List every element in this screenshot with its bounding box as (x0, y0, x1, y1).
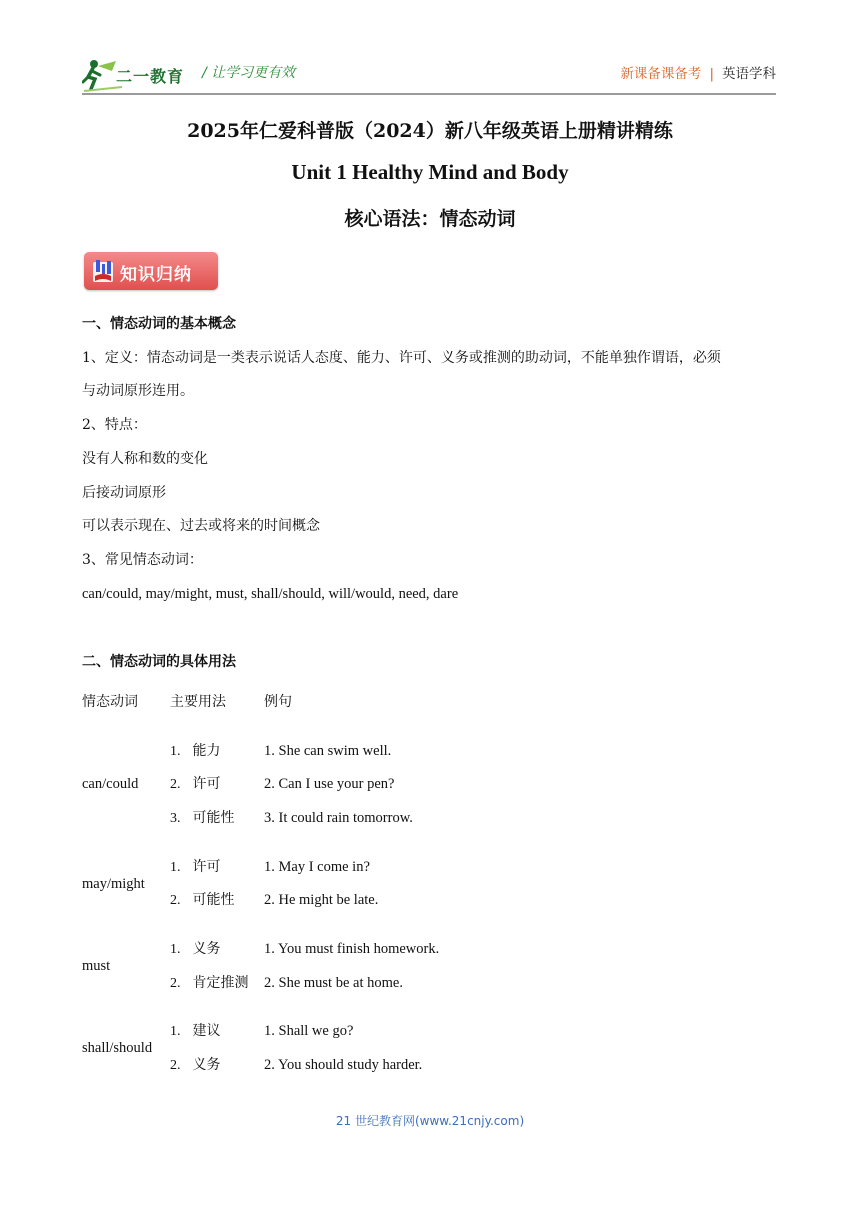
table-row-usage: 2. 许可 (170, 776, 221, 792)
section1-heading: 一、情态动词的基本概念 (82, 316, 236, 332)
table-row-example: 1. She can swim well. (264, 743, 392, 759)
table-row-example: 2. She must be at home. (264, 975, 403, 991)
feature-item: 后接动词原形 (82, 485, 166, 501)
table-row-example: 1. You must finish homework. (264, 941, 440, 957)
feature-item: 没有人称和数的变化 (82, 451, 208, 467)
table-row-example: 2. Can I use your pen? (264, 776, 395, 792)
table-row-verb: may/might (82, 876, 145, 892)
table-row-verb: must (82, 958, 111, 974)
header-course-label: 新课备课备考 (620, 66, 702, 82)
header-separator: | (709, 66, 714, 82)
header-subject-label: 英语学科 (722, 66, 776, 82)
header-divider (82, 93, 776, 95)
table-row-verb: shall/should (82, 1040, 153, 1056)
book-icon (92, 258, 114, 284)
table-row-usage: 1. 建议 (170, 1023, 221, 1039)
section2-heading: 二、情态动词的具体用法 (82, 654, 236, 670)
header-right (620, 62, 776, 82)
table-row-usage: 2. 肯定推测 (170, 975, 249, 991)
table-row-example: 3. It could rain tomorrow. (264, 810, 413, 826)
table-row-example: 2. He might be late. (264, 892, 379, 908)
table-row-usage: 3. 可能性 (170, 810, 235, 826)
definition-line-2: 与动词原形连用。 (82, 383, 194, 399)
table-row-usage: 1. 许可 (170, 859, 221, 875)
logo-text: 二一教育 (116, 67, 185, 86)
common-verbs-label: 3、常见情态动词： (82, 552, 203, 568)
topic-title: 核心语法：情态动词 (344, 208, 516, 230)
badge-label: 知识归纳 (120, 265, 192, 285)
table-row-example: 1. Shall we go? (264, 1023, 354, 1039)
table-header-example: 例句 (264, 694, 292, 710)
table-row-usage: 2. 可能性 (170, 892, 235, 908)
table-header-usage: 主要用法 (170, 694, 226, 710)
common-verbs-list: can/could, may/might, must, shall/should, will/would, need, dare (82, 586, 459, 602)
feature-item: 可以表示现在、过去或将来的时间概念 (82, 518, 320, 534)
page-header (82, 52, 776, 96)
table-header-verb: 情态动词 (82, 694, 138, 710)
definition-line-1: 1、定义：情态动词是一类表示说话人态度、能力、许可、义务或推测的助动词，不能单独作谓语，必须 (82, 350, 721, 366)
page-footer: 21 世纪教育网(www.21cnjy.com) (335, 1114, 525, 1128)
table-row-verb: can/could (82, 776, 139, 792)
unit-title: Unit 1 Healthy Mind and Body (291, 160, 569, 184)
features-label: 2、特点： (82, 417, 147, 433)
table-row-example: 2. You should study harder. (264, 1057, 423, 1073)
document-title: 2025年仁爱科普版（2024）新八年级英语上册精讲精练 (187, 120, 673, 142)
table-row-example: 1. May I come in? (264, 859, 370, 875)
knowledge-summary-badge (84, 252, 218, 290)
table-row-usage: 2. 义务 (170, 1057, 221, 1073)
table-row-usage: 1. 义务 (170, 941, 221, 957)
slogan: / 让学习更有效 (202, 65, 296, 81)
table-row-usage: 1. 能力 (170, 743, 221, 759)
